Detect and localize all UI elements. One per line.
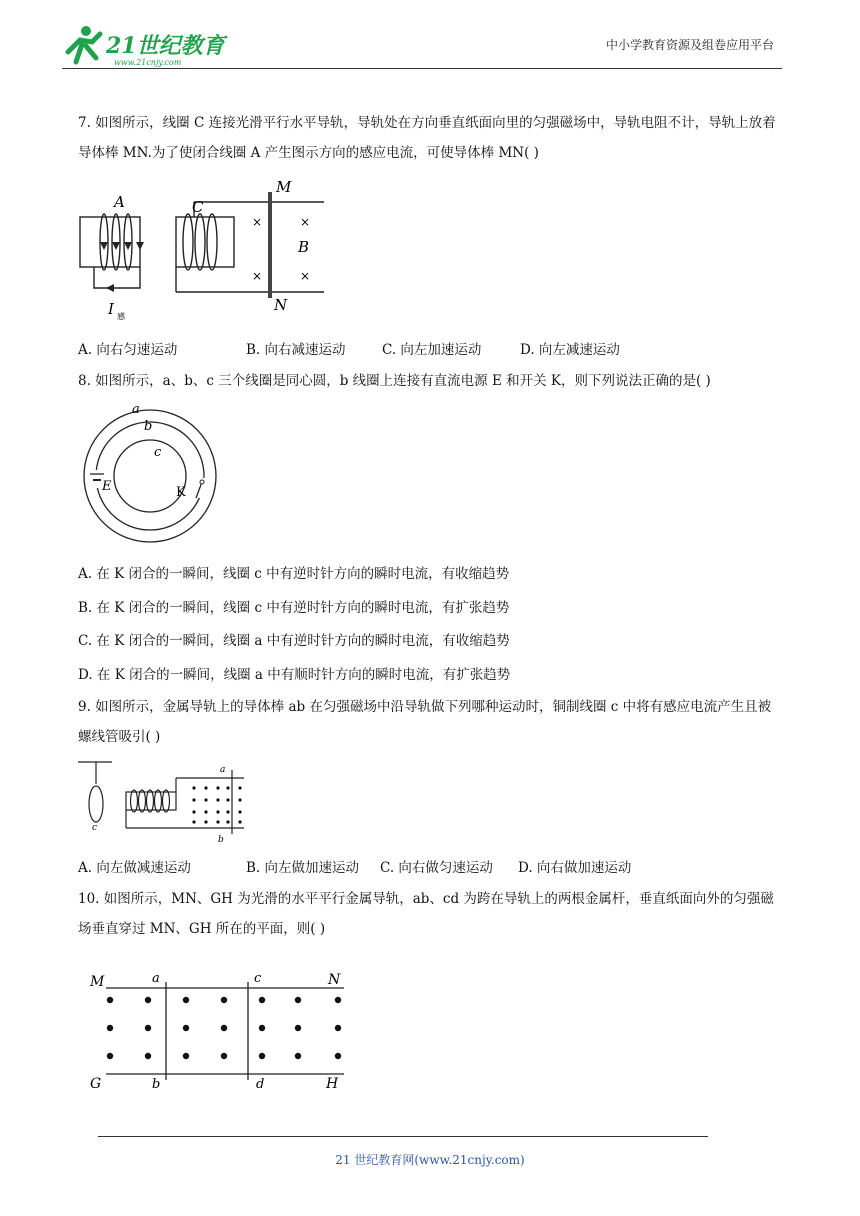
q7-figure xyxy=(76,180,336,326)
label-b: b xyxy=(152,1077,161,1092)
question-9-stem: 9. 如图所示，金属导轨上的导体棒 ab 在匀强磁场中沿导轨做下列哪种运动时，铜制线圈 c 中将有感应电流产生且被螺线管吸引( ) xyxy=(78,699,772,745)
label-b: b xyxy=(144,419,153,434)
question-7-stem: 7. 如图所示，线圈 C 连接光滑平行水平导轨，导轨处在方向垂直纸面向里的匀强磁场中，导轨电阻不计，导轨上放着导体棒 MN.为了使闭合线圈 A 产生图示方向的感应电流，可使导体棒 MN( ) xyxy=(78,115,776,161)
label-i-sub: 感 xyxy=(117,312,125,321)
label-n: N xyxy=(328,972,341,988)
label-c: c xyxy=(254,971,262,986)
q8-option-d[interactable]: D. 在 K 闭合的一瞬间，线圈 a 中有顺时针方向的瞬时电流，有扩张趋势 xyxy=(78,667,511,683)
q7-option-b[interactable]: B. 向右减速运动 xyxy=(246,342,346,358)
logo-url: www.21cnjy.com xyxy=(114,58,182,67)
label-d: d xyxy=(256,1077,265,1092)
q9-option-d[interactable]: D. 向右做加速运动 xyxy=(518,860,632,876)
question-8-stem: 8. 如图所示，a、b、c 三个线圈是同心圆，b 线圈上连接有直流电源 E 和开关 K，则下列说法正确的是( ) xyxy=(78,373,711,389)
label-h: H xyxy=(326,1076,339,1092)
label-g: G xyxy=(90,1076,102,1092)
field-mark: × xyxy=(252,269,263,283)
label-c: c xyxy=(154,445,162,460)
label-a: a xyxy=(132,404,140,417)
q8-option-b[interactable]: B. 在 K 闭合的一瞬间，线圈 c 中有逆时针方向的瞬时电流，有扩张趋势 xyxy=(78,600,510,616)
site-logo xyxy=(62,22,232,68)
label-n: N xyxy=(274,296,288,314)
label-b: B xyxy=(298,238,310,256)
field-mark: × xyxy=(300,215,311,229)
q9-option-b[interactable]: B. 向左做加速运动 xyxy=(246,860,360,876)
q9-option-a[interactable]: A. 向左做减速运动 xyxy=(78,860,191,876)
label-c: c xyxy=(92,823,98,833)
q8-figure xyxy=(78,404,224,546)
label-e: E xyxy=(102,479,112,494)
q7-option-a[interactable]: A. 向右匀速运动 xyxy=(78,342,178,358)
label-a: A xyxy=(114,193,125,211)
runner-logo-icon xyxy=(62,22,232,68)
q10-figure xyxy=(86,966,352,1094)
logo-text: 21世纪教育 xyxy=(106,33,225,59)
q8-option-c[interactable]: C. 在 K 闭合的一瞬间，线圈 a 中有逆时针方向的瞬时电流，有收缩趋势 xyxy=(78,633,510,649)
field-mark: × xyxy=(300,269,311,283)
conductor-rod-mn xyxy=(268,192,272,298)
label-m: M xyxy=(90,974,105,990)
q8-option-a[interactable]: A. 在 K 闭合的一瞬间，线圈 c 中有逆时针方向的瞬时电流，有收缩趋势 xyxy=(78,566,510,582)
label-a: a xyxy=(152,971,160,986)
q9-option-c[interactable]: C. 向右做匀速运动 xyxy=(380,860,493,876)
footer-site-link[interactable]: 21 世纪教育网(www.21cnjy.com) xyxy=(335,1153,525,1167)
label-i: I xyxy=(108,300,114,318)
header-divider xyxy=(62,68,782,69)
label-b: b xyxy=(218,835,224,842)
label-m: M xyxy=(276,180,292,196)
label-k: K xyxy=(176,485,186,500)
q7-option-d[interactable]: D. 向左减速运动 xyxy=(520,342,620,358)
question-10-stem: 10. 如图所示，MN、GH 为光滑的水平平行金属导轨，ab、cd 为跨在导轨上的两根金属杆，垂直纸面向外的匀强磁场垂直穿过 MN、GH 所在的平面，则( ) xyxy=(78,891,774,937)
footer-divider xyxy=(98,1136,708,1137)
field-mark: × xyxy=(252,215,263,229)
label-c: C xyxy=(192,198,204,216)
header-platform-name: 中小学教育资源及组卷应用平台 xyxy=(605,38,774,52)
label-a: a xyxy=(220,765,226,775)
q9-figure xyxy=(78,760,248,842)
q7-option-c[interactable]: C. 向左加速运动 xyxy=(382,342,482,358)
